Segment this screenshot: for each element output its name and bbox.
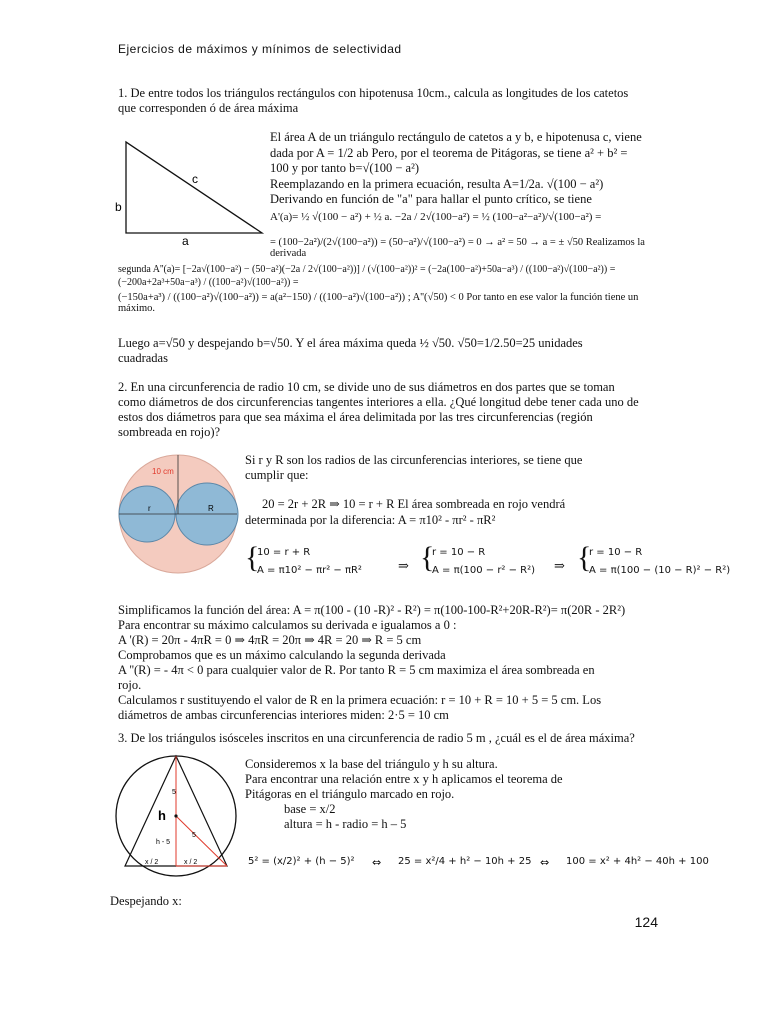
q1-text-4: Reemplazando en la primera ecuación, resulta A=1/2a. √(100 − a²) [270, 176, 604, 191]
q3-defs [284, 802, 584, 832]
page-title: Ejercicios de máximos y mínimos de selectividad [118, 42, 402, 56]
q2-statement-line-2: como diámetros de dos circunferencias tangentes interiores a ella. ¿Qué longitud debe tener cada uno de [118, 395, 639, 409]
brace-icon: { [245, 541, 260, 574]
q1-text-1: El área A de un triángulo rectángulo de catetos a y b, e hipotenusa c, viene [270, 130, 642, 144]
q3-intro [245, 757, 665, 802]
q2-sys1-a: 10 = r + R [257, 547, 311, 558]
q3-eq-1: 5² = (x/2)² + (h − 5)² [248, 856, 355, 867]
q2-label-radius: 10 cm [152, 467, 174, 476]
q3-inscribed-triangle-figure [112, 752, 240, 880]
q3-label-x2-right: x / 2 [184, 859, 198, 866]
q2-area-def: determinada por la diferencia: A = π10² - πr² - πR² [245, 513, 496, 527]
q1-label-b: b [115, 200, 122, 214]
q2-text-11: Calculamos r sustituyendo el valor de R en la primera ecuación: r = 10 + R = 10 + 5 = 5 cm. Los [118, 693, 602, 707]
q1-statement [118, 86, 628, 116]
q1-text-10: Luego a=√50 y despejando b=√50. Y el área máxima queda ½ √50. √50=1/2.50=25 unidades [118, 336, 583, 350]
q2-text-10: rojo. [118, 678, 142, 692]
q1-text-5: Derivando en función de "a" para hallar el punto crítico, se tiene [270, 192, 592, 206]
q2-sys1-b: A = π10² − πr² − πR² [257, 565, 362, 576]
q1-derivative-line-1: A'(a)= ½ √(100 − a²) + ½ a. −2a / 2√(100−a²) = ½ (100−a²−a²)/√(100−a²) = [270, 211, 602, 223]
q1-derivative-line-2: = (100−2a²)/(2√(100−a²)) = (50−a²)/√(100−a²) = 0 → a² = 50 → a = ± √50 Realizamos la derivada [270, 237, 645, 259]
q2-statement-line-3: estos dos diámetros para que sea máxima el área delimitada por las tres circunferencias (región [118, 410, 593, 424]
q2-statement-line-1: 2. En una circunferencia de radio 10 cm, se divide uno de sus diámetros en dos partes que se toman [118, 380, 615, 394]
q2-text-5: Simplificamos la función del área: A = π(100 - (10 -R)² - R²) = π(100-100-R²+20R-R²)= π(20R - 2R²) [118, 603, 626, 617]
q2-text-8: Comprobamos que es un máximo calculando la segunda derivada [118, 648, 446, 662]
q2-arrow-1: ⇒ [398, 558, 409, 573]
q2-solution [118, 603, 678, 723]
q3-label-five-top: 5 [172, 789, 176, 796]
q1-second-derivative-result: (−150a+a³) / ((100−a²)√(100−a²)) = a(a²−150) / ((100−a²)√(100−a²)) ; A''(√50) < 0 Por tanto en ese valor la función tiene un máximo. [118, 292, 639, 314]
brace-icon: { [577, 541, 592, 574]
q1-statement-line-1: 1. De entre todos los triángulos rectángulos con hipotenusa 10cm., calcula as longitudes de los catetos [118, 86, 629, 100]
brace-icon: { [420, 541, 435, 574]
q3-eq-2: 25 = x²/4 + h² − 10h + 25 [398, 856, 532, 867]
q1-label-c: c [192, 172, 198, 186]
q2-text-12: diámetros de ambas circunferencias interiores miden: 2·5 = 10 cm [118, 708, 449, 722]
q2-text-7: A '(R) = 20π - 4πR = 0 ⇒ 4πR = 20π ⇒ 4R = 20 ⇒ R = 5 cm [118, 633, 422, 647]
q2-text-9: A ''(R) = - 4π < 0 para cualquier valor de R. Por tanto R = 5 cm maximiza el área sombreada en [118, 663, 595, 677]
q2-circles-figure [116, 452, 240, 576]
q2-intro [245, 453, 665, 483]
q3-text-5: altura = h - radio = h – 5 [284, 817, 407, 831]
q3-label-x2-left: x / 2 [145, 859, 159, 866]
q2-sys3-a: r = 10 − R [589, 547, 643, 558]
q3-text-3: Pitágoras en el triángulo marcado en rojo. [245, 787, 455, 801]
q3-label-h: h [158, 808, 166, 823]
q2-label-r: r [148, 504, 151, 513]
q3-label-five-side: 5 [192, 832, 196, 839]
q3-label-h5: h - 5 [156, 839, 171, 846]
q2-label-R: R [208, 504, 214, 513]
q3-eq-arrow-2: ⇔ [540, 856, 550, 869]
q1-triangle-figure [112, 135, 272, 247]
q1-text-11: cuadradas [118, 351, 168, 365]
q2-sys3-b: A = π(100 − (10 − R)² − R²) [589, 565, 731, 576]
q3-text-2: Para encontrar una relación entre x y h aplicamos el teorema de [245, 772, 563, 786]
q2-condition [262, 497, 682, 512]
q1-text-3: 100 y por tanto b=√(100 − a²) [270, 161, 419, 175]
q3-text-4: base = x/2 [284, 802, 336, 816]
q2-statement-line-4: sombreada en rojo)? [118, 425, 221, 439]
q3-despejando: Despejando x: [110, 894, 182, 908]
q3-text-1: Consideremos x la base del triángulo y h su altura. [245, 757, 498, 771]
q1-label-a: a [182, 234, 189, 247]
page-number: 124 [634, 914, 658, 930]
q1-solution [270, 130, 660, 208]
q2-text-2: cumplir que: [245, 468, 309, 482]
q3-statement: 3. De los triángulos isósceles inscritos en una circunferencia de radio 5 m , ¿cuál es el de área máxima? [118, 731, 635, 745]
q2-sys2-b: A = π(100 − r² − R²) [432, 565, 536, 576]
q2-arrow-2: ⇒ [554, 558, 565, 573]
q2-sys2-a: r = 10 − R [432, 547, 486, 558]
q2-text-3: 20 = 2r + 2R ⇒ 10 = r + R El área sombreada en rojo vendrá [262, 497, 566, 511]
q1-second-derivative: segunda A''(a)= [−2a√(100−a²) − (50−a²)(−2a / 2√(100−a²))] / (√(100−a²))² = (−2a(100−a²)+50a−a³) / ((100−a²)√(100−a²)) = (−200a+2a³+50a−a³) / ((100−a²)√(100−a²)) = [118, 264, 616, 288]
q2-statement [118, 380, 663, 440]
q1-text-2: dada por A = 1/2 ab Pero, por el teorema de Pitágoras, se tiene a² + b² = [270, 145, 628, 160]
q3-eq-3: 100 = x² + 4h² − 40h + 100 [566, 856, 709, 867]
q1-statement-line-2: que corresponden ó de área máxima [118, 101, 299, 115]
q1-conclusion [118, 336, 658, 366]
q3-eq-arrow-1: ⇔ [372, 856, 382, 869]
q2-text-1: Si r y R son los radios de las circunferencias interiores, se tiene que [245, 453, 583, 467]
q2-text-6: Para encontrar su máximo calculamos su derivada e igualamos a 0 : [118, 618, 457, 632]
